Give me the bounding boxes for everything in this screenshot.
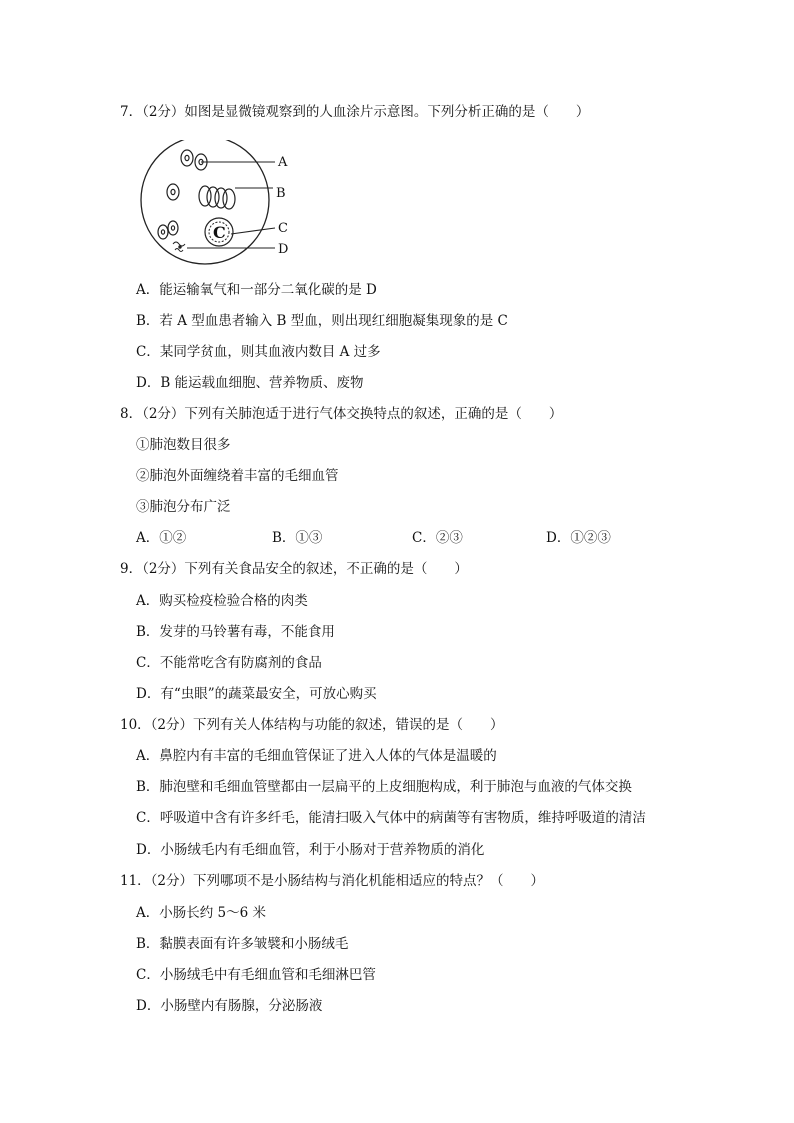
q11-stem: 11．（2分）下列哪项不是小肠结构与消化机能相适应的特点？（ ） xyxy=(120,873,545,889)
q9-option-c: C．不能常吃含有防腐剂的食品 xyxy=(136,655,322,671)
q7-option-b: B．若 A 型血患者输入 B 型血，则出现红细胞凝集现象的是 C xyxy=(136,313,508,329)
platelets xyxy=(173,242,185,252)
q11-option-a: A．小肠长约 5～6 米 xyxy=(136,905,267,921)
rbc-5 xyxy=(168,221,178,235)
q8-option-b: B．①③ xyxy=(272,530,323,546)
label-c: C xyxy=(278,221,288,236)
q9-option-b: B．发芽的马铃薯有毒，不能食用 xyxy=(136,624,335,640)
q11-option-d: D．小肠壁内有肠腺，分泌肠液 xyxy=(136,998,323,1014)
leader-lines xyxy=(187,162,275,248)
rbc-stack-4 xyxy=(223,189,235,209)
rbc-4-center xyxy=(161,230,164,234)
q8-options-row xyxy=(136,529,656,547)
q11-option-b: B．黏膜表面有许多皱襞和小肠绒毛 xyxy=(136,936,349,952)
q8-option-d: D．①②③ xyxy=(546,530,611,546)
wbc-letter: C xyxy=(213,223,226,242)
q9-option-d: D．有“虫眼”的蔬菜最安全，可放心购买 xyxy=(136,686,377,702)
q10-option-b: B．肺泡壁和毛细血管壁都由一层扁平的上皮细胞构成，利于肺泡与血液的气体交换 xyxy=(136,779,632,795)
q10-option-a: A．鼻腔内有丰富的毛细血管保证了进入人体的气体是温暖的 xyxy=(136,748,497,764)
q10-option-c: C．呼吸道中含有许多纤毛，能清扫吸入气体中的病菌等有害物质，维持呼吸道的清洁 xyxy=(136,810,646,826)
rbc-3 xyxy=(167,184,179,200)
rbc-1 xyxy=(181,150,193,166)
label-b: B xyxy=(276,186,286,201)
q9-option-a: A．购买检疫检验合格的肉类 xyxy=(136,593,308,609)
q8-option-a: A．①② xyxy=(136,530,187,546)
q8-statement-3: ③肺泡分布广泛 xyxy=(136,499,231,515)
q7-stem: 7．（2分）如图是显微镜观察到的人血涂片示意图。下列分析正确的是（ ） xyxy=(120,104,590,120)
q8-statement-1: ①肺泡数目很多 xyxy=(136,437,231,453)
rbc-1-center xyxy=(185,155,189,160)
blood-smear-diagram xyxy=(135,140,295,270)
q8-option-c: C．②③ xyxy=(412,530,463,546)
blood-smear-figure xyxy=(135,140,295,270)
q7-option-d: D．B 能运载血细胞、营养物质、废物 xyxy=(136,375,364,391)
label-a: A xyxy=(278,155,288,170)
rbc-5-center xyxy=(171,226,174,230)
q10-stem: 10．（2分）下列有关人体结构与功能的叙述，错误的是（ ） xyxy=(120,717,504,733)
q7-option-a: A．能运输氧气和一部分二氧化碳的是 D xyxy=(136,282,377,298)
label-d: D xyxy=(278,242,289,257)
rbc-3-center xyxy=(171,189,175,194)
q9-stem: 9．（2分）下列有关食品安全的叙述，不正确的是（ ） xyxy=(120,561,468,577)
rbc-4 xyxy=(158,225,168,239)
q8-stem: 8．（2分）下列有关肺泡适于进行气体交换特点的叙述，正确的是（ ） xyxy=(120,406,563,422)
q8-statement-2: ②肺泡外面缠绕着丰富的毛细血管 xyxy=(136,468,339,484)
microscope-field-circle xyxy=(141,140,269,264)
q10-option-d: D．小肠绒毛内有毛细血管，利于小肠对于营养物质的消化 xyxy=(136,842,485,858)
q11-option-c: C．小肠绒毛中有毛细血管和毛细淋巴管 xyxy=(136,967,376,983)
q7-option-c: C．某同学贫血，则其血液内数目 A 过多 xyxy=(136,344,381,360)
